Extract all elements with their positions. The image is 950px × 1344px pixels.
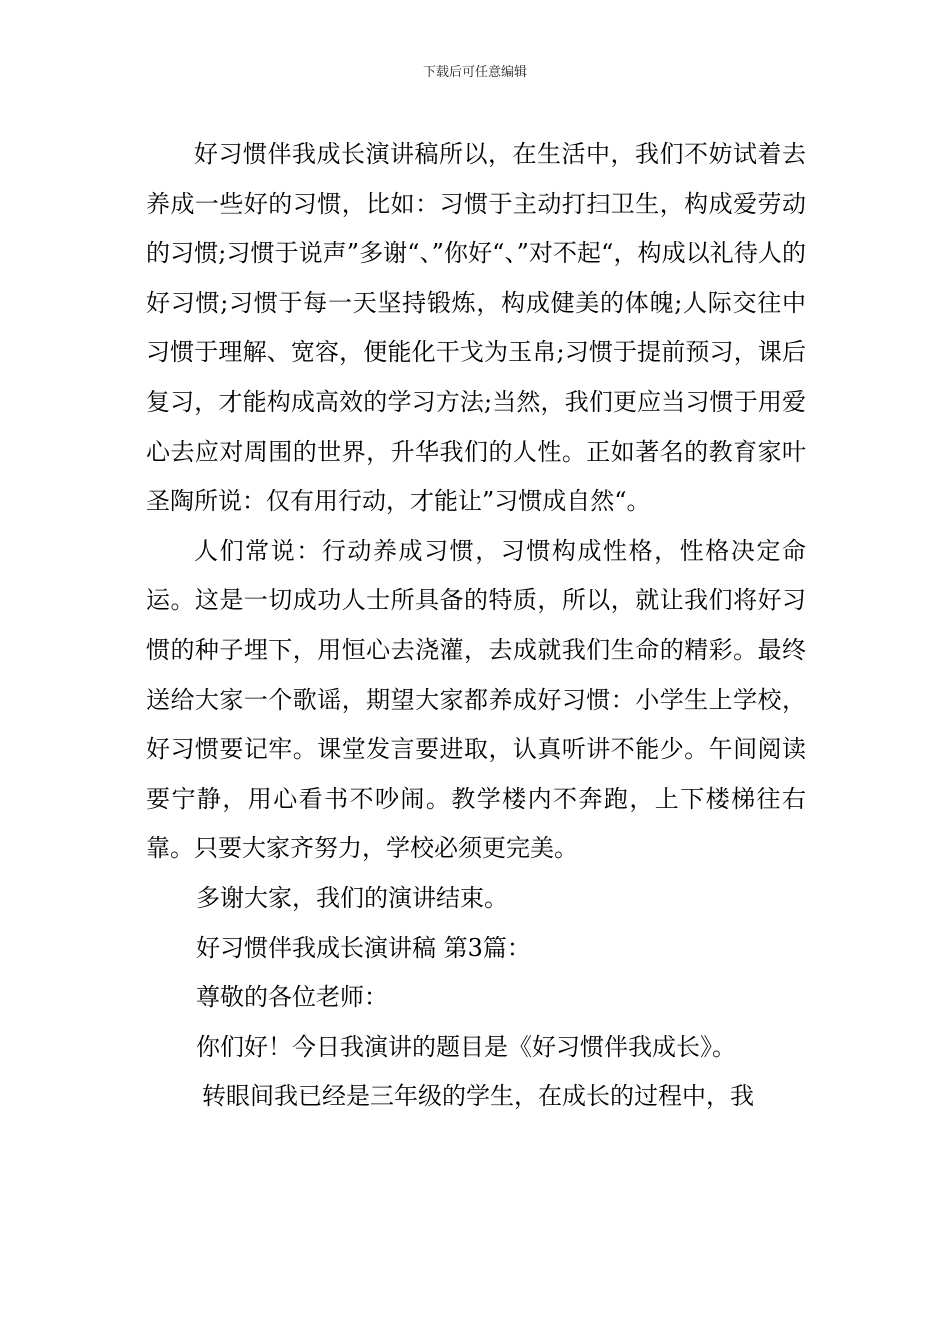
- paragraph-habits-destiny: 人们常说：行动养成习惯，习惯构成性格，性格决定命运。这是一切成功人士所具备的特质，所以，就让我们将好习惯的种子埋下，用恒心去浇灌，去成就我们生命的精彩。最终送给大家一个歌谣，期望大家都养成好习惯：小学生上学校，好习惯要记牢。课堂发言要进取，认真听讲不能少。午间阅读要宁静，用心看书不吵闹。教学楼内不奔跑，上下楼梯往右靠。只要大家齐努力，学校必须更完美。: [146, 536, 806, 863]
- paragraph-third-grade: 转眼间我已经是三年级的学生，在成长的过程中，我: [202, 1082, 754, 1111]
- document-body: [146, 130, 806, 1122]
- paragraph-greeting-topic: 你们好！今日我演讲的题目是《好习惯伴我成长》。: [196, 1032, 736, 1061]
- paragraph-salutation: 尊敬的各位老师：: [196, 983, 388, 1012]
- paragraph-closing-thanks: 多谢大家，我们的演讲结束。: [196, 883, 508, 912]
- paragraph-habits-examples: 好习惯伴我成长演讲稿所以，在生活中，我们不妨试着去养成一些好的习惯，比如：习惯于主动打扫卫生，构成爱劳动的习惯;习惯于说声”多谢“、”你好“、”对不起“，构成以礼待人的好习惯;习惯于每一天坚持锻炼，构成健美的体魄;人际交往中习惯于理解、宽容，便能化干戈为玉帛;习惯于提前预习，课后复习，才能构成高效的学习方法;当然，我们更应当习惯于用爱心去应对周围的世界，升华我们的人性。正如著名的教育家叶圣陶所说：仅有用行动，才能让”习惯成自然“。: [146, 140, 806, 516]
- page-header: 下载后可任意编辑: [422, 65, 527, 80]
- section-heading-part-3: 好习惯伴我成长演讲稿 第3篇：: [196, 933, 531, 962]
